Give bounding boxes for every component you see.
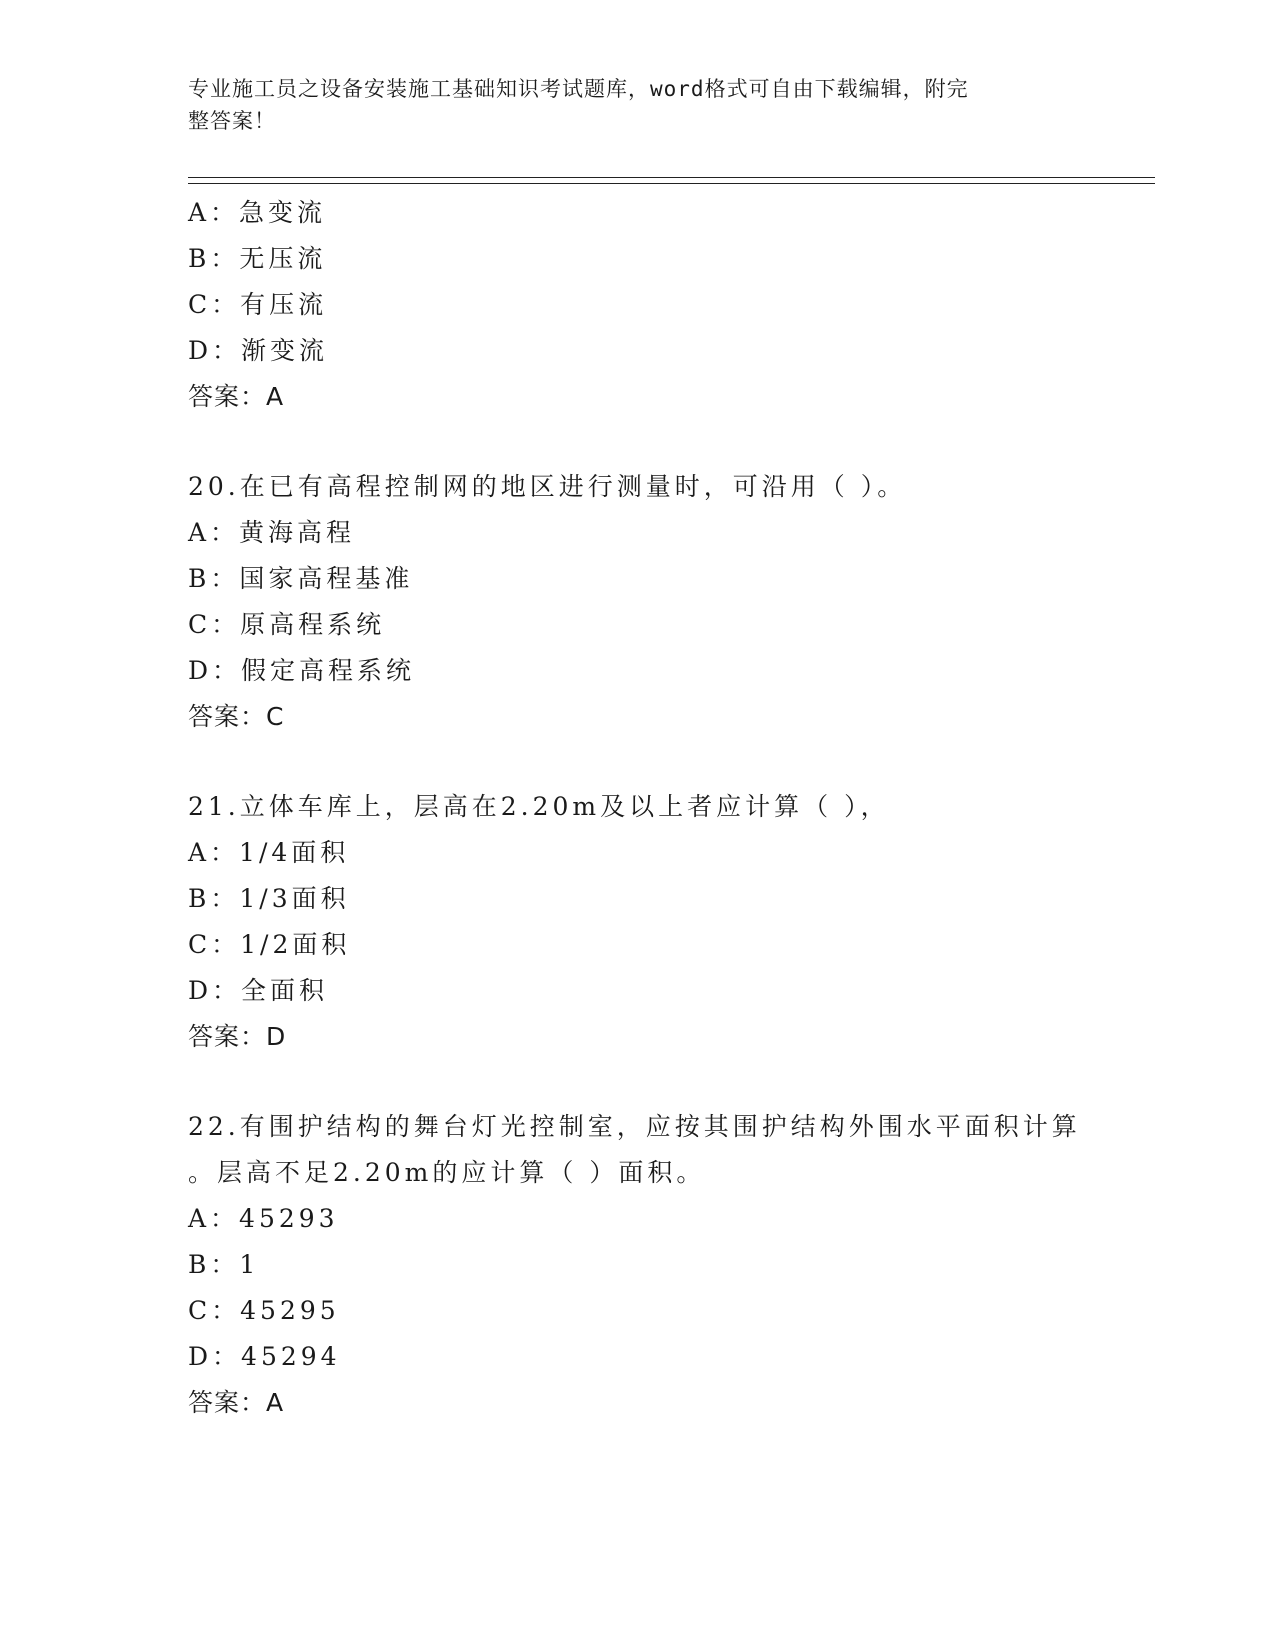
option-d: D：假定高程系统 — [188, 656, 416, 685]
question-text: 20.在已有高程控制网的地区进行测量时，可沿用（ ）。 — [188, 472, 907, 501]
option-c: C：原高程系统 — [188, 610, 386, 639]
answer-line: 答案：A — [188, 1388, 285, 1417]
option-a: A：1/4面积 — [188, 838, 350, 867]
header-title-line-2: 整答案！ — [188, 109, 276, 133]
answer-line: 答案：A — [188, 382, 285, 411]
option-c: C：1/2面积 — [188, 930, 351, 959]
option-a: A：45293 — [188, 1204, 339, 1233]
header-divider-top — [188, 177, 1155, 178]
header-divider-bottom — [188, 183, 1155, 184]
option-b: B：1/3面积 — [188, 884, 350, 913]
question-block-21 — [188, 784, 1148, 1060]
question-text: 21.立体车库上，层高在2.20m及以上者应计算（ ）， — [188, 792, 890, 821]
option-c: C：有压流 — [188, 290, 328, 319]
question-text-line-2: 。层高不足2.20m的应计算（ ）面积。 — [188, 1158, 706, 1187]
option-b: B：1 — [188, 1250, 260, 1279]
header-title-line-1: 专业施工员之设备安装施工基础知识考试题库，word格式可自由下载编辑，附完 — [188, 77, 969, 101]
option-b: B：无压流 — [188, 244, 327, 273]
option-d: D：45294 — [188, 1342, 341, 1371]
option-c: C：45295 — [188, 1296, 340, 1325]
question-text-line-1: 22.有围护结构的舞台灯光控制室，应按其围护结构外围水平面积计算 — [188, 1112, 1081, 1141]
question-content — [188, 190, 1148, 1426]
option-a: A：急变流 — [188, 198, 327, 227]
option-b: B：国家高程基准 — [188, 564, 414, 593]
option-d: D：全面积 — [188, 976, 329, 1005]
question-block-19 — [188, 190, 1148, 420]
option-a: A：黄海高程 — [188, 518, 356, 547]
answer-line: 答案：D — [188, 1022, 287, 1051]
document-header — [188, 73, 1078, 137]
question-block-20 — [188, 464, 1148, 740]
question-block-22 — [188, 1104, 1148, 1426]
option-d: D：渐变流 — [188, 336, 329, 365]
answer-line: 答案：C — [188, 702, 285, 731]
